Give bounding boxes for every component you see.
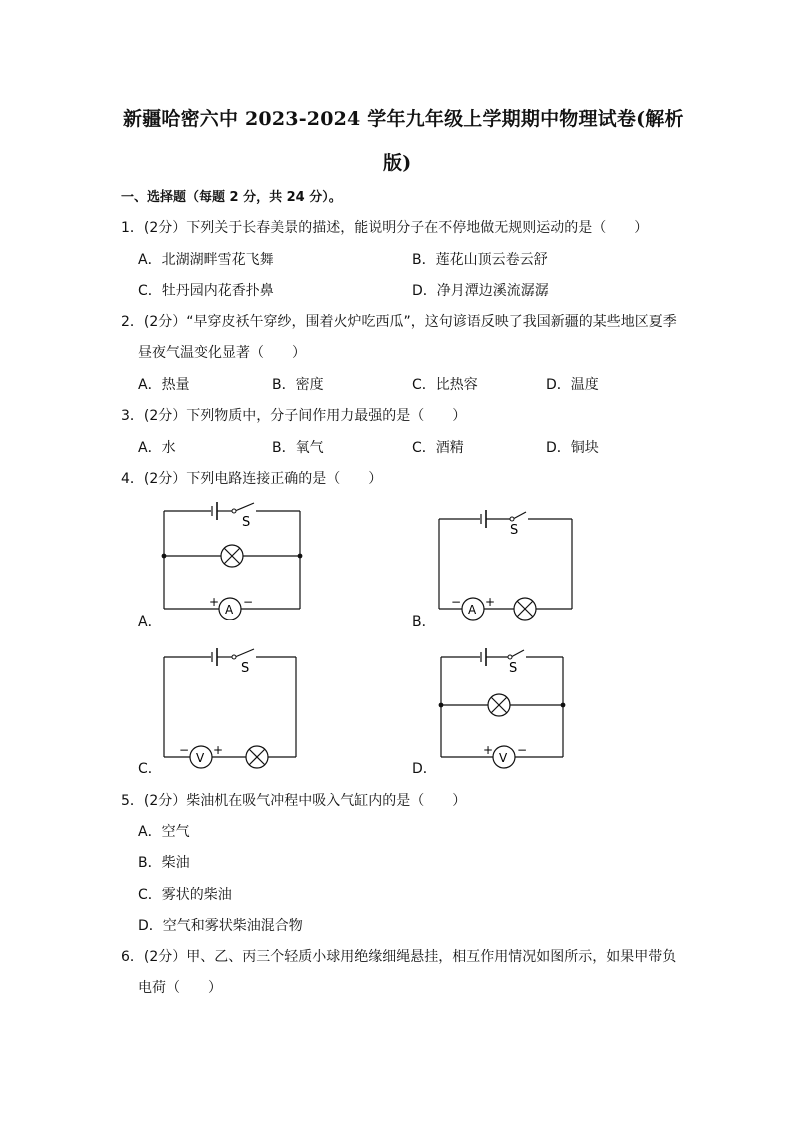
question-4-option-b: B．	[412, 614, 436, 630]
question-3-option-b: B．氧气	[272, 440, 324, 456]
question-5-option-b: B．柴油	[138, 855, 190, 871]
question-2-option-d: D．温度	[546, 377, 599, 393]
question-5-option-c: C．雾状的柴油	[138, 887, 232, 903]
question-6-stem: 6．(2分）甲、乙、丙三个轻质小球用绝缘细绳悬挂，相互作用情况如图所示，如果甲带负	[121, 949, 677, 965]
question-3-option-c: C．酒精	[412, 440, 464, 456]
question-4-stem: 4．(2分）下列电路连接正确的是（ ）	[121, 471, 383, 487]
circuit-diagram-b	[430, 505, 580, 625]
question-4-option-d: D．	[412, 761, 437, 777]
switch-label-a: S	[242, 515, 251, 530]
question-5-option-a: A．空气	[138, 824, 190, 840]
question-5-stem: 5．(2分）柴油机在吸气冲程中吸入气缸内的是（ ）	[121, 793, 467, 809]
question-2-option-a: A．热量	[138, 377, 190, 393]
question-6-stem-cont: 电荷（ ）	[138, 980, 222, 996]
voltmeter-minus-c: −	[179, 743, 190, 757]
question-1-option-c: C．牡丹园内花香扑鼻	[138, 283, 274, 299]
question-1-stem: 1．(2分）下列关于长春美景的描述，能说明分子在不停地做无规则运动的是（ ）	[121, 220, 649, 236]
voltmeter-plus-d: +	[483, 743, 494, 757]
circuit-diagram-a	[155, 495, 315, 620]
page-title-line2: 版)	[383, 152, 412, 174]
question-2-option-c: C．比热容	[412, 377, 478, 393]
question-4-option-a: A．	[138, 614, 162, 630]
switch-label-c: S	[241, 661, 250, 676]
ammeter-minus-a: −	[243, 595, 254, 609]
page-title-line1: 新疆哈密六中 2023-2024 学年九年级上学期期中物理试卷(解析	[123, 108, 684, 130]
question-2-option-b: B．密度	[272, 377, 324, 393]
question-2-stem: 2．(2分）“早穿皮袄午穿纱，围着火炉吃西瓜”，这句谚语反映了我国新疆的某些地区夏季	[121, 314, 677, 330]
question-1-option-a: A．北湖湖畔雪花飞舞	[138, 252, 274, 268]
switch-label-d: S	[509, 661, 518, 676]
question-4-option-c: C．	[138, 761, 162, 777]
ammeter-minus-b: −	[451, 595, 462, 609]
ammeter-plus-b: +	[485, 595, 496, 609]
voltmeter-minus-d: −	[517, 743, 528, 757]
circuit-diagram-c	[155, 645, 310, 770]
switch-label-b: S	[510, 523, 519, 538]
section-header: 一、选择题（每题 2 分，共 24 分）。	[121, 190, 342, 205]
voltmeter-plus-c: +	[213, 743, 224, 757]
question-2-stem-cont: 昼夜气温变化显著（ ）	[138, 345, 306, 361]
question-1-option-b: B．莲花山顶云卷云舒	[412, 252, 548, 268]
voltmeter-symbol-c: V	[196, 751, 205, 765]
circuit-diagram-d	[430, 645, 575, 770]
question-3-option-a: A．水	[138, 440, 176, 456]
question-1-option-d: D．净月潭边溪流潺潺	[412, 283, 549, 299]
question-3-stem: 3．(2分）下列物质中，分子间作用力最强的是（ ）	[121, 408, 467, 424]
ammeter-symbol-a: A	[225, 603, 234, 617]
ammeter-symbol-b: A	[468, 603, 477, 617]
question-5-option-d: D．空气和雾状柴油混合物	[138, 918, 303, 934]
question-3-option-d: D．铜块	[546, 440, 599, 456]
voltmeter-symbol-d: V	[499, 751, 508, 765]
ammeter-plus-a: +	[209, 595, 220, 609]
